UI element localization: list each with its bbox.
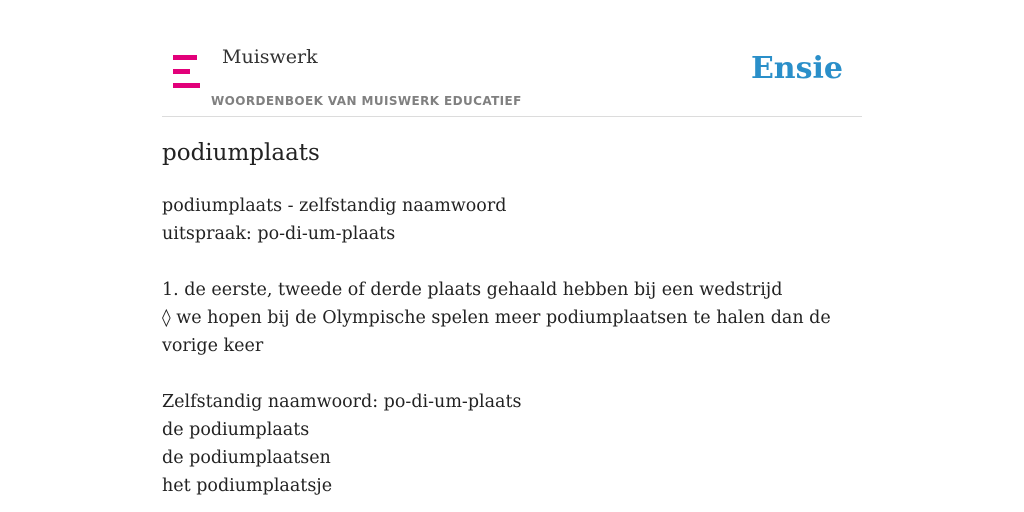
ensie-logo[interactable]: Ensie <box>750 51 843 86</box>
spacer <box>162 360 842 388</box>
logo-bar-top <box>173 55 197 60</box>
dictionary-entry <box>162 192 842 500</box>
headword-line: podiumplaats - zelfstandig naamwoord <box>162 196 507 216</box>
definition: 1. de eerste, tweede of derde plaats gehaald hebben bij een wedstrijd <box>162 280 783 300</box>
word-form: het podiumplaatsje <box>162 476 333 496</box>
page-title: podiumplaats <box>162 140 320 166</box>
brand-name[interactable]: Muiswerk <box>222 46 318 68</box>
muiswerk-logo-icon[interactable] <box>173 55 200 88</box>
pronunciation: uitspraak: po-di-um-plaats <box>162 224 396 244</box>
spacer <box>162 248 842 276</box>
grammar-heading: Zelfstandig naamwoord: po-di-um-plaats <box>162 392 522 412</box>
word-form: de podiumplaatsen <box>162 448 331 468</box>
site-header <box>162 0 862 117</box>
example-sentence: ◊ we hopen bij de Olympische spelen meer podiumplaatsen te halen dan de vorige keer <box>162 308 831 356</box>
logo-bar-bottom <box>173 83 200 88</box>
logo-bar-middle <box>173 69 190 74</box>
brand-subtitle: WOORDENBOEK VAN MUISWERK EDUCATIEF <box>211 94 522 108</box>
word-form: de podiumplaats <box>162 420 310 440</box>
